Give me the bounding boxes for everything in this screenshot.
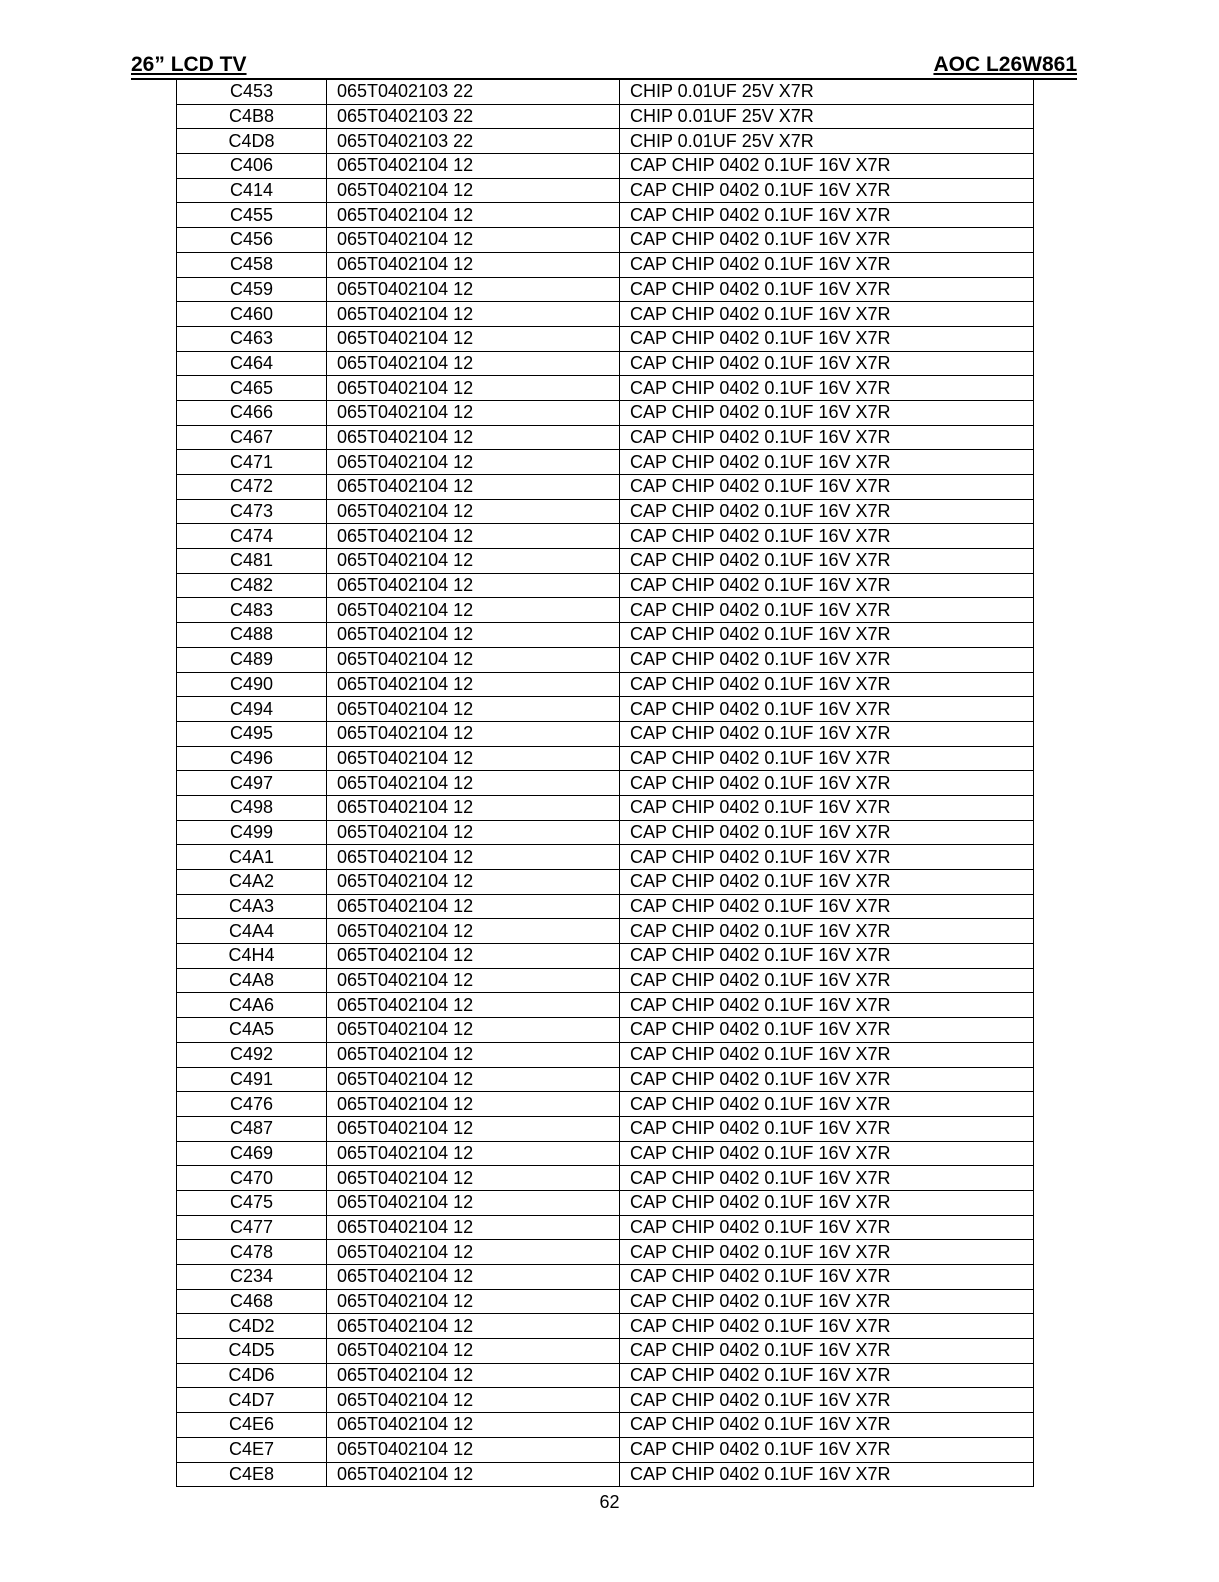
table-row [177,80,1034,105]
part-number-cell: 065T0402104 12 [327,1437,620,1462]
reference-designator-cell: C475 [177,1190,327,1215]
table-row [177,573,1034,598]
reference-designator-cell: C498 [177,795,327,820]
reference-designator-cell: C482 [177,573,327,598]
part-number-cell: 065T0402104 12 [327,499,620,524]
description-cell: CAP CHIP 0402 0.1UF 16V X7R [620,746,1034,771]
description-cell: CAP CHIP 0402 0.1UF 16V X7R [620,1215,1034,1240]
model-name: AOC L26W861 [933,53,1077,76]
table-row [177,326,1034,351]
table-row [177,1092,1034,1117]
reference-designator-cell: C4A4 [177,919,327,944]
part-number-cell: 065T0402104 12 [327,573,620,598]
part-number-cell: 065T0402103 22 [327,80,620,105]
table-row [177,376,1034,401]
part-number-cell: 065T0402104 12 [327,845,620,870]
part-number-cell: 065T0402104 12 [327,1265,620,1290]
part-number-cell: 065T0402104 12 [327,1141,620,1166]
description-cell: CAP CHIP 0402 0.1UF 16V X7R [620,1067,1034,1092]
part-number-cell: 065T0402104 12 [327,1215,620,1240]
description-cell: CAP CHIP 0402 0.1UF 16V X7R [620,598,1034,623]
description-cell: CAP CHIP 0402 0.1UF 16V X7R [620,400,1034,425]
reference-designator-cell: C455 [177,203,327,228]
description-cell: CAP CHIP 0402 0.1UF 16V X7R [620,1018,1034,1043]
table-row [177,870,1034,895]
reference-designator-cell: C469 [177,1141,327,1166]
description-cell: CAP CHIP 0402 0.1UF 16V X7R [620,1363,1034,1388]
part-number-cell: 065T0402104 12 [327,475,620,500]
reference-designator-cell: C4D5 [177,1339,327,1364]
table-row [177,178,1034,203]
table-row [177,351,1034,376]
table-row [177,475,1034,500]
description-cell: CAP CHIP 0402 0.1UF 16V X7R [620,252,1034,277]
table-row [177,425,1034,450]
document-title: 26” LCD TV [131,53,247,76]
description-cell: CAP CHIP 0402 0.1UF 16V X7R [620,1042,1034,1067]
table-row [177,1265,1034,1290]
table-row [177,277,1034,302]
part-number-cell: 065T0402104 12 [327,277,620,302]
table-row [177,1141,1034,1166]
reference-designator-cell: C477 [177,1215,327,1240]
description-cell: CAP CHIP 0402 0.1UF 16V X7R [620,1462,1034,1487]
part-number-cell: 065T0402104 12 [327,919,620,944]
part-number-cell: 065T0402104 12 [327,1339,620,1364]
description-cell: CAP CHIP 0402 0.1UF 16V X7R [620,845,1034,870]
table-row [177,845,1034,870]
reference-designator-cell: C488 [177,623,327,648]
reference-designator-cell: C4A8 [177,968,327,993]
table-row [177,1437,1034,1462]
table-row [177,228,1034,253]
table-row [177,1166,1034,1191]
reference-designator-cell: C4B8 [177,104,327,129]
part-number-cell: 065T0402104 12 [327,820,620,845]
reference-designator-cell: C234 [177,1265,327,1290]
part-number-cell: 065T0402103 22 [327,129,620,154]
description-cell: CAP CHIP 0402 0.1UF 16V X7R [620,721,1034,746]
part-number-cell: 065T0402104 12 [327,1116,620,1141]
description-cell: CAP CHIP 0402 0.1UF 16V X7R [620,1339,1034,1364]
reference-designator-cell: C468 [177,1289,327,1314]
reference-designator-cell: C4A1 [177,845,327,870]
description-cell: CAP CHIP 0402 0.1UF 16V X7R [620,178,1034,203]
description-cell: CAP CHIP 0402 0.1UF 16V X7R [620,475,1034,500]
part-number-cell: 065T0402104 12 [327,450,620,475]
table-row [177,450,1034,475]
part-number-cell: 065T0402104 12 [327,672,620,697]
description-cell: CAP CHIP 0402 0.1UF 16V X7R [620,647,1034,672]
page-number: 62 [599,1492,620,1512]
reference-designator-cell: C476 [177,1092,327,1117]
description-cell: CAP CHIP 0402 0.1UF 16V X7R [620,919,1034,944]
table-row [177,154,1034,179]
description-cell: CAP CHIP 0402 0.1UF 16V X7R [620,820,1034,845]
table-row [177,1289,1034,1314]
description-cell: CAP CHIP 0402 0.1UF 16V X7R [620,944,1034,969]
parts-list-table [176,79,1034,1487]
table-row [177,104,1034,129]
reference-designator-cell: C497 [177,771,327,796]
reference-designator-cell: C464 [177,351,327,376]
part-number-cell: 065T0402104 12 [327,1388,620,1413]
part-number-cell: 065T0402104 12 [327,647,620,672]
table-row [177,1462,1034,1487]
table-row [177,1190,1034,1215]
reference-designator-cell: C4D7 [177,1388,327,1413]
description-cell: CAP CHIP 0402 0.1UF 16V X7R [620,697,1034,722]
description-cell: CAP CHIP 0402 0.1UF 16V X7R [620,1314,1034,1339]
table-row [177,1067,1034,1092]
description-cell: CAP CHIP 0402 0.1UF 16V X7R [620,228,1034,253]
part-number-cell: 065T0402104 12 [327,1067,620,1092]
part-number-cell: 065T0402104 12 [327,993,620,1018]
description-cell: CAP CHIP 0402 0.1UF 16V X7R [620,1116,1034,1141]
reference-designator-cell: C496 [177,746,327,771]
table-row [177,623,1034,648]
reference-designator-cell: C490 [177,672,327,697]
table-row [177,647,1034,672]
table-row [177,1116,1034,1141]
part-number-cell: 065T0402103 22 [327,104,620,129]
reference-designator-cell: C4A2 [177,870,327,895]
reference-designator-cell: C471 [177,450,327,475]
part-number-cell: 065T0402104 12 [327,326,620,351]
part-number-cell: 065T0402104 12 [327,968,620,993]
part-number-cell: 065T0402104 12 [327,203,620,228]
table-row [177,1042,1034,1067]
part-number-cell: 065T0402104 12 [327,154,620,179]
part-number-cell: 065T0402104 12 [327,400,620,425]
reference-designator-cell: C491 [177,1067,327,1092]
table-row [177,795,1034,820]
part-number-cell: 065T0402104 12 [327,697,620,722]
reference-designator-cell: C494 [177,697,327,722]
reference-designator-cell: C492 [177,1042,327,1067]
table-row [177,746,1034,771]
part-number-cell: 065T0402104 12 [327,623,620,648]
reference-designator-cell: C4D6 [177,1363,327,1388]
table-row [177,968,1034,993]
reference-designator-cell: C465 [177,376,327,401]
part-number-cell: 065T0402104 12 [327,524,620,549]
reference-designator-cell: C478 [177,1240,327,1265]
description-cell: CAP CHIP 0402 0.1UF 16V X7R [620,870,1034,895]
description-cell: CAP CHIP 0402 0.1UF 16V X7R [620,425,1034,450]
part-number-cell: 065T0402104 12 [327,252,620,277]
table-row [177,499,1034,524]
table-row [177,524,1034,549]
table-row [177,1215,1034,1240]
table-row [177,549,1034,574]
table-row [177,1413,1034,1438]
reference-designator-cell: C483 [177,598,327,623]
table-row [177,1339,1034,1364]
reference-designator-cell: C414 [177,178,327,203]
part-number-cell: 065T0402104 12 [327,1042,620,1067]
table-row [177,919,1034,944]
description-cell: CAP CHIP 0402 0.1UF 16V X7R [620,795,1034,820]
part-number-cell: 065T0402104 12 [327,944,620,969]
part-number-cell: 065T0402104 12 [327,425,620,450]
reference-designator-cell: C474 [177,524,327,549]
part-number-cell: 065T0402104 12 [327,1092,620,1117]
description-cell: CAP CHIP 0402 0.1UF 16V X7R [620,771,1034,796]
part-number-cell: 065T0402104 12 [327,1018,620,1043]
description-cell: CAP CHIP 0402 0.1UF 16V X7R [620,277,1034,302]
part-number-cell: 065T0402104 12 [327,870,620,895]
parts-list-body [177,80,1034,1487]
table-row [177,252,1034,277]
reference-designator-cell: C4A5 [177,1018,327,1043]
part-number-cell: 065T0402104 12 [327,351,620,376]
part-number-cell: 065T0402104 12 [327,598,620,623]
description-cell: CAP CHIP 0402 0.1UF 16V X7R [620,154,1034,179]
reference-designator-cell: C456 [177,228,327,253]
reference-designator-cell: C481 [177,549,327,574]
description-cell: CAP CHIP 0402 0.1UF 16V X7R [620,351,1034,376]
description-cell: CAP CHIP 0402 0.1UF 16V X7R [620,623,1034,648]
reference-designator-cell: C453 [177,80,327,105]
reference-designator-cell: C4D8 [177,129,327,154]
part-number-cell: 065T0402104 12 [327,178,620,203]
description-cell: CAP CHIP 0402 0.1UF 16V X7R [620,894,1034,919]
part-number-cell: 065T0402104 12 [327,1363,620,1388]
reference-designator-cell: C472 [177,475,327,500]
table-row [177,400,1034,425]
table-row [177,129,1034,154]
reference-designator-cell: C487 [177,1116,327,1141]
description-cell: CAP CHIP 0402 0.1UF 16V X7R [620,1141,1034,1166]
reference-designator-cell: C4E6 [177,1413,327,1438]
reference-designator-cell: C466 [177,400,327,425]
reference-designator-cell: C4H4 [177,944,327,969]
reference-designator-cell: C470 [177,1166,327,1191]
table-row [177,672,1034,697]
table-row [177,993,1034,1018]
part-number-cell: 065T0402104 12 [327,228,620,253]
description-cell: CAP CHIP 0402 0.1UF 16V X7R [620,499,1034,524]
table-row [177,820,1034,845]
part-number-cell: 065T0402104 12 [327,1289,620,1314]
reference-designator-cell: C4A3 [177,894,327,919]
description-cell: CAP CHIP 0402 0.1UF 16V X7R [620,1437,1034,1462]
description-cell: CAP CHIP 0402 0.1UF 16V X7R [620,993,1034,1018]
description-cell: CAP CHIP 0402 0.1UF 16V X7R [620,1265,1034,1290]
table-row [177,944,1034,969]
description-cell: CAP CHIP 0402 0.1UF 16V X7R [620,573,1034,598]
page-header [131,52,1077,80]
description-cell: CAP CHIP 0402 0.1UF 16V X7R [620,1240,1034,1265]
description-cell: CAP CHIP 0402 0.1UF 16V X7R [620,1413,1034,1438]
reference-designator-cell: C495 [177,721,327,746]
table-row [177,1388,1034,1413]
description-cell: CAP CHIP 0402 0.1UF 16V X7R [620,376,1034,401]
part-number-cell: 065T0402104 12 [327,1190,620,1215]
part-number-cell: 065T0402104 12 [327,746,620,771]
description-cell: CAP CHIP 0402 0.1UF 16V X7R [620,524,1034,549]
description-cell: CAP CHIP 0402 0.1UF 16V X7R [620,302,1034,327]
description-cell: CHIP 0.01UF 25V X7R [620,129,1034,154]
part-number-cell: 065T0402104 12 [327,1413,620,1438]
part-number-cell: 065T0402104 12 [327,1314,620,1339]
table-row [177,771,1034,796]
part-number-cell: 065T0402104 12 [327,771,620,796]
table-row [177,203,1034,228]
table-row [177,894,1034,919]
reference-designator-cell: C4D2 [177,1314,327,1339]
reference-designator-cell: C499 [177,820,327,845]
description-cell: CAP CHIP 0402 0.1UF 16V X7R [620,968,1034,993]
table-row [177,1363,1034,1388]
table-row [177,1018,1034,1043]
part-number-cell: 065T0402104 12 [327,1240,620,1265]
description-cell: CAP CHIP 0402 0.1UF 16V X7R [620,1190,1034,1215]
description-cell: CAP CHIP 0402 0.1UF 16V X7R [620,672,1034,697]
reference-designator-cell: C458 [177,252,327,277]
description-cell: CAP CHIP 0402 0.1UF 16V X7R [620,1166,1034,1191]
reference-designator-cell: C459 [177,277,327,302]
reference-designator-cell: C4E8 [177,1462,327,1487]
description-cell: CAP CHIP 0402 0.1UF 16V X7R [620,549,1034,574]
reference-designator-cell: C489 [177,647,327,672]
description-cell: CAP CHIP 0402 0.1UF 16V X7R [620,450,1034,475]
part-number-cell: 065T0402104 12 [327,302,620,327]
part-number-cell: 065T0402104 12 [327,1166,620,1191]
table-row [177,1314,1034,1339]
reference-designator-cell: C463 [177,326,327,351]
reference-designator-cell: C406 [177,154,327,179]
description-cell: CAP CHIP 0402 0.1UF 16V X7R [620,1388,1034,1413]
table-row [177,697,1034,722]
part-number-cell: 065T0402104 12 [327,549,620,574]
part-number-cell: 065T0402104 12 [327,721,620,746]
reference-designator-cell: C467 [177,425,327,450]
table-row [177,598,1034,623]
part-number-cell: 065T0402104 12 [327,894,620,919]
reference-designator-cell: C4E7 [177,1437,327,1462]
part-number-cell: 065T0402104 12 [327,795,620,820]
part-number-cell: 065T0402104 12 [327,376,620,401]
part-number-cell: 065T0402104 12 [327,1462,620,1487]
table-row [177,1240,1034,1265]
reference-designator-cell: C473 [177,499,327,524]
description-cell: CAP CHIP 0402 0.1UF 16V X7R [620,1092,1034,1117]
description-cell: CHIP 0.01UF 25V X7R [620,80,1034,105]
table-row [177,721,1034,746]
description-cell: CAP CHIP 0402 0.1UF 16V X7R [620,203,1034,228]
table-row [177,302,1034,327]
reference-designator-cell: C4A6 [177,993,327,1018]
description-cell: CAP CHIP 0402 0.1UF 16V X7R [620,1289,1034,1314]
description-cell: CHIP 0.01UF 25V X7R [620,104,1034,129]
reference-designator-cell: C460 [177,302,327,327]
description-cell: CAP CHIP 0402 0.1UF 16V X7R [620,326,1034,351]
